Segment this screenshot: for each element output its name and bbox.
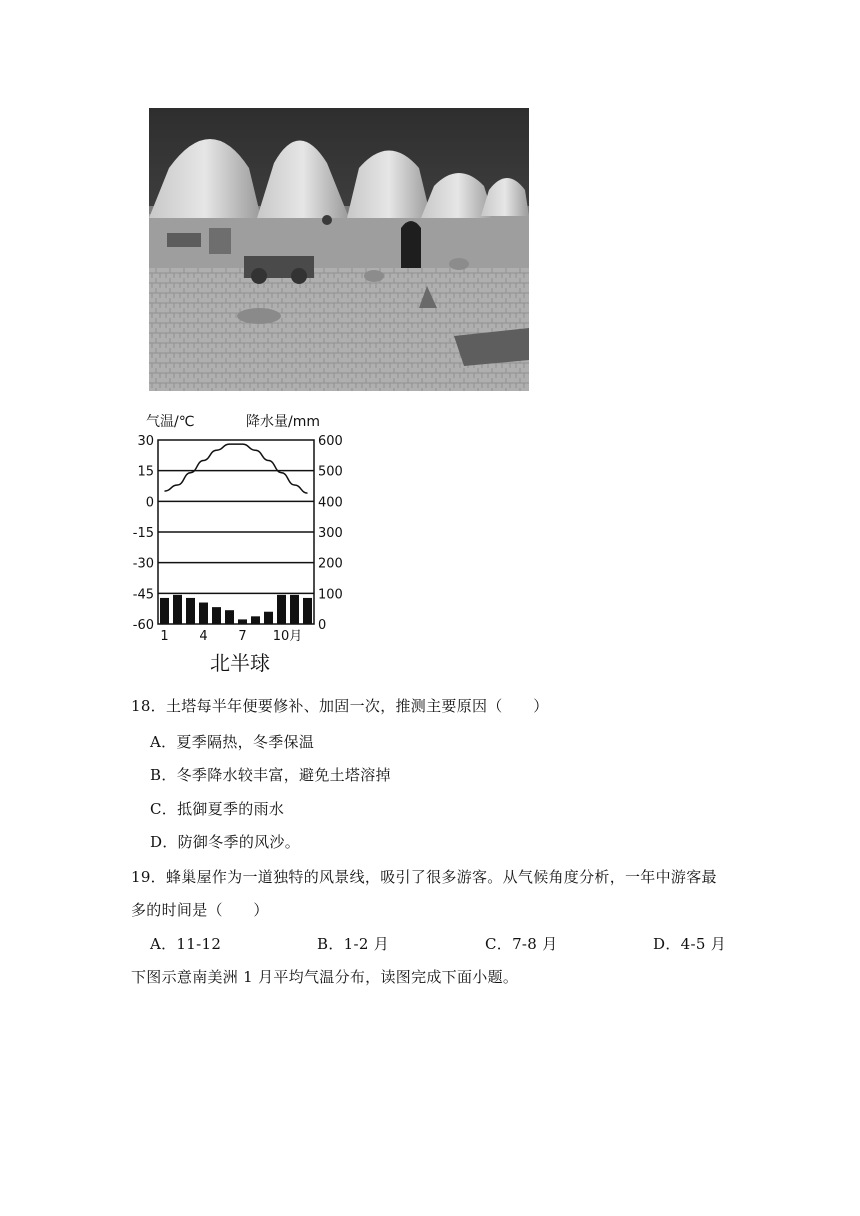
month-tick-label: 1 — [160, 629, 169, 644]
q19-option-b[interactable]: B．1-2 月 — [317, 935, 390, 953]
q18-option-a[interactable]: A．夏季隔热，冬季保温 — [150, 733, 315, 751]
precipitation-bar — [225, 610, 234, 624]
precip-tick-label: 500 — [318, 464, 343, 480]
precipitation-bar — [290, 595, 299, 624]
precipitation-bar — [251, 616, 260, 624]
q19-option-d[interactable]: D．4-5 月 — [653, 935, 727, 953]
next-question-intro: 下图示意南美洲 1 月平均气温分布，读图完成下面小题。 — [131, 968, 519, 986]
precipitation-bar — [303, 598, 312, 624]
precipitation-bar — [199, 603, 208, 624]
precip-tick-label: 400 — [318, 495, 343, 511]
precipitation-bar — [264, 612, 273, 624]
precip-tick-label: 100 — [318, 587, 343, 603]
q18-stem: 18．土塔每半年便要修补、加固一次，推测主要原因（ ） — [131, 697, 549, 715]
y-right-label: 降水量/mm — [246, 414, 320, 430]
climate-chart — [126, 408, 356, 678]
y-left-label: 气温/℃ — [146, 414, 195, 430]
temp-tick-label: -30 — [132, 556, 154, 572]
temp-tick-label: 30 — [137, 434, 154, 449]
q18-option-c[interactable]: C．抵御夏季的雨水 — [150, 800, 285, 818]
temp-tick-label: -60 — [132, 618, 154, 633]
q18-option-b[interactable]: B．冬季降水较丰富，避免土塔溶掉 — [150, 766, 391, 784]
q19-option-a[interactable]: A．11-12 — [150, 935, 222, 953]
precip-tick-label: 0 — [318, 618, 327, 633]
q19-stem-line2: 多的时间是（ ） — [131, 901, 269, 919]
month-tick-label: 10月 — [272, 629, 303, 644]
temp-tick-label: 15 — [137, 464, 154, 480]
month-tick-label: 4 — [199, 629, 208, 644]
precipitation-bar — [186, 598, 195, 624]
temperature-line — [165, 444, 308, 493]
q19-option-c[interactable]: C．7-8 月 — [485, 935, 558, 953]
q18-option-d[interactable]: D．防御冬季的风沙。 — [150, 833, 301, 851]
beehive-houses-photo — [149, 108, 529, 391]
precipitation-bar — [173, 595, 182, 624]
temp-tick-label: -15 — [132, 526, 154, 541]
temp-tick-label: 0 — [145, 495, 154, 511]
q19-stem-line1: 19．蜂巢屋作为一道独特的风景线，吸引了很多游客。从气候角度分析，一年中游客最 — [131, 868, 717, 886]
precipitation-bar — [277, 595, 286, 624]
precipitation-bar — [212, 607, 221, 624]
precip-tick-label: 600 — [318, 434, 343, 449]
precip-tick-label: 200 — [318, 556, 343, 572]
precipitation-bar — [238, 619, 247, 624]
precipitation-bar — [160, 598, 169, 624]
precip-tick-label: 300 — [318, 526, 343, 541]
temp-tick-label: -45 — [132, 587, 154, 603]
month-tick-label: 7 — [238, 629, 247, 644]
hemisphere-caption: 北半球 — [210, 651, 270, 675]
